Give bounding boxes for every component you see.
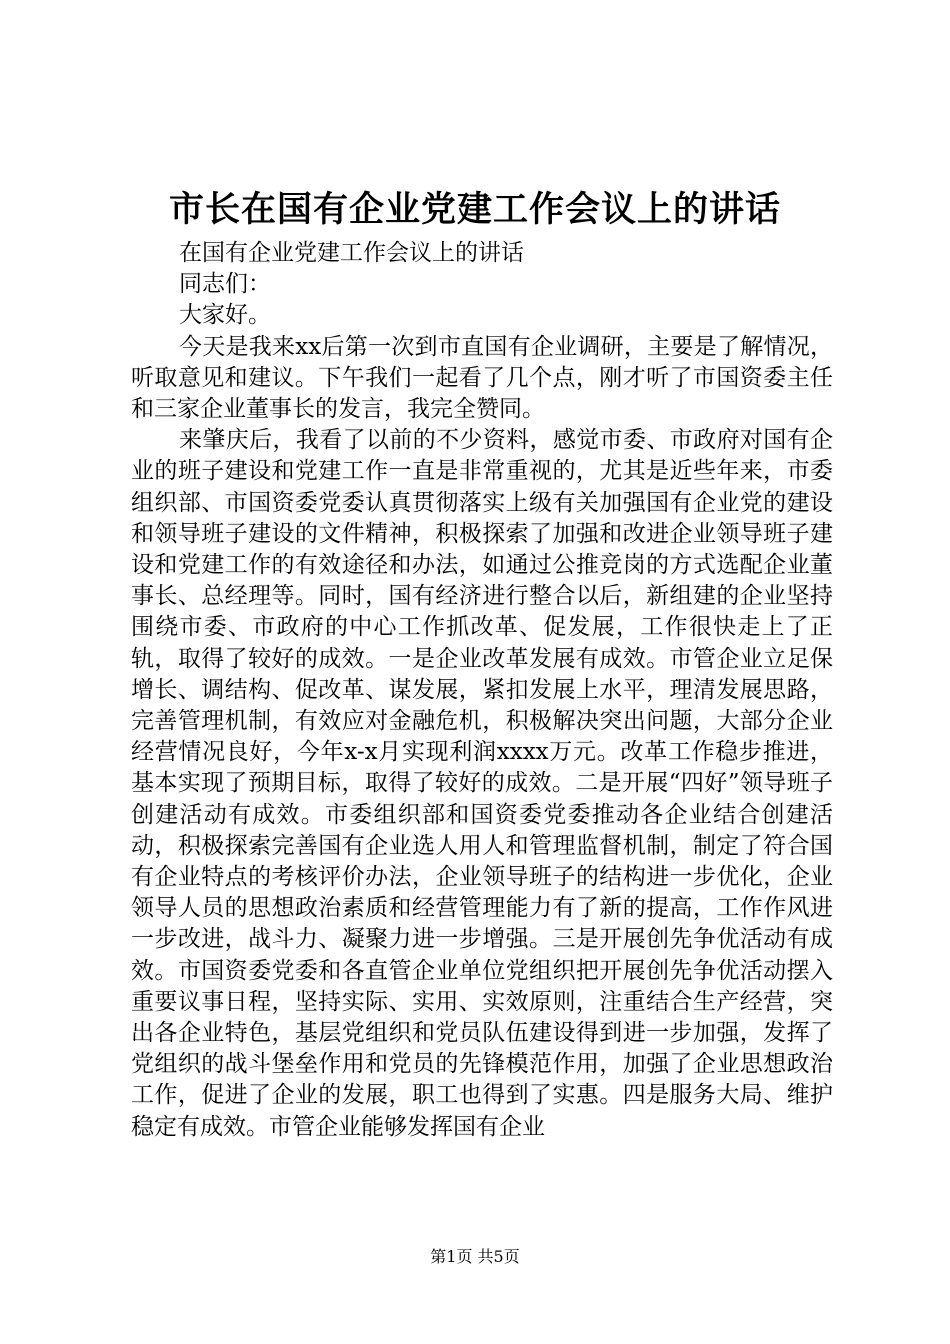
paragraph-salutation: 同志们： [179,271,271,298]
page-footer: 第1页 共5页 [430,1247,520,1266]
paragraph-main: 来肇庆后，我看了以前的不少资料，感觉市委、市政府对国有企业的班子建设和党建工作一直是非常重视的，尤其是近些年来，市委组织部、市国资委党委认真贯彻落实上级有关加强国有企业党的建设和领导班子建设的文件精神，积极探索了加强和改进企业领导班子建设和党建工作的有效途径和办法，如通过公推竞岗的方式选配企业董事长、总经理等。同时，国有经济进行整合以后，新组建的企业坚持围绕市委、市政府的中心工作抓改革、促发展，工作很快走上了正轨，取得了较好的成效。一是企业改革发展有成效。市管企业立足保增长、调结构、促改革、谋发展，紧扣发展上水平，理清发展思路，完善管理机制，有效应对金融危机，积极解决突出问题，大部分企业经营情况良好，今年x-x月实现利润xxxx万元。改革工作稳步推进，基本实现了预期目标，取得了较好的成效。二是开展“四好”领导班子创建活动有成效。市委组织部和国资委党委推动各企业结合创建活动，积极探索完善国有企业选人用人和管理监督机制，制定了符合国有企业特点的考核评价办法，企业领导班子的结构进一步优化，企业领导人员的思想政治素质和经营管理能力有了新的提高，工作作风进一步改进，战斗力、凝聚力进一步增强。三是开展创先争优活动有成效。市国资委党委和各直管企业单位党组织把开展创先争优活动摆入重要议事日程，坚持实际、实用、实效原则，注重结合生产经营，突出各企业特色，基层党组织和党员队伍建设得到进一步加强，发挥了党组织的战斗堡垒作用和党员的先锋模范作用，加强了企业思想政治工作，促进了企业的发展，职工也得到了实惠。四是服务大局、维护稳定有成效。市管企业能够发挥国有企业 [131,427,833,1140]
document-body [131,238,833,1143]
paragraph-intro: 今天是我来xx后第一次到市直国有企业调研，主要是了解情况，听取意见和建议。下午我们一起看了几个点，刚才听了市国资委主任和三家企业董事长的发言，我完全赞同。 [131,333,833,423]
paragraph-greeting: 大家好。 [179,302,271,329]
document-title: 市长在国有企业党建工作会议上的讲话 [168,189,781,230]
paragraph-subtitle: 在国有企业党建工作会议上的讲话 [179,240,524,266]
